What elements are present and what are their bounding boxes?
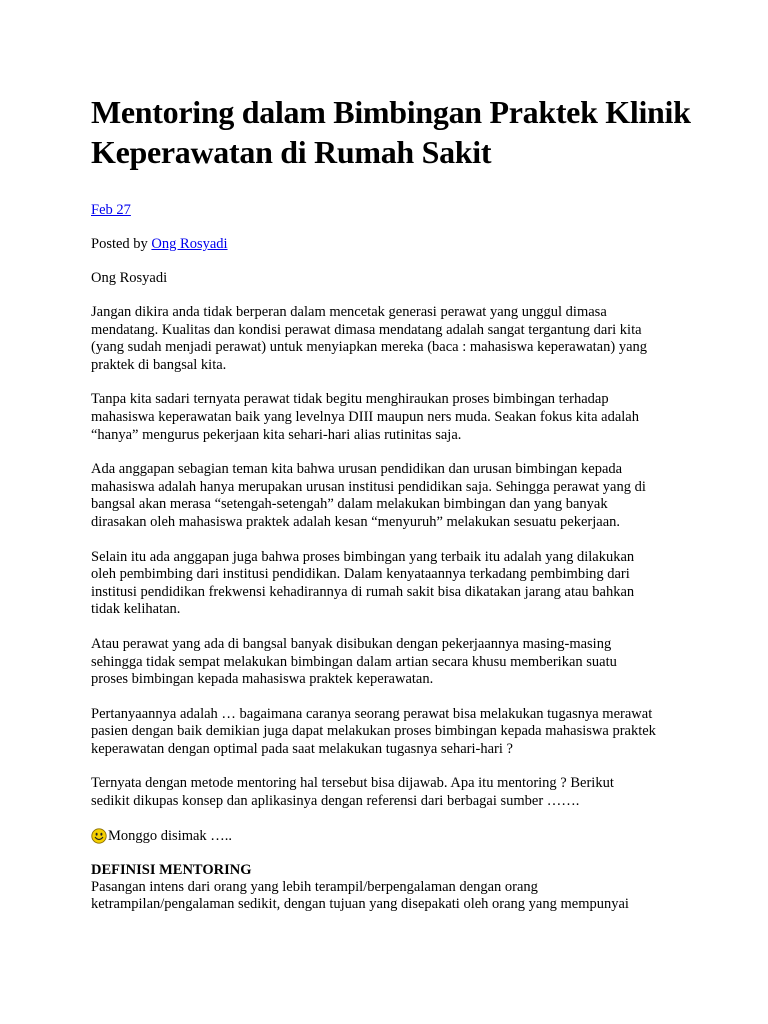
paragraph-line: praktek di bangsal kita. (91, 356, 227, 373)
author-name: Ong Rosyadi (91, 270, 168, 286)
section-heading: DEFINISI MENTORING (91, 861, 252, 878)
paragraph (91, 549, 691, 619)
post-date-link[interactable]: Feb 27 (91, 202, 131, 218)
paragraph-line: (yang sudah menjadi perawat) untuk menyiapkan mereka (baca : mahasiswa keperawatan) yang (91, 339, 648, 356)
paragraph-line: Tanpa kita sadari ternyata perawat tidak begitu menghiraukan proses bimbingan terhadap (91, 391, 609, 408)
paragraph-line: Ternyata dengan metode mentoring hal tersebut bisa dijawab. Apa itu mentoring ? Berikut (91, 775, 614, 792)
paragraph-line: sedikit dikupas konsep dan aplikasinya dengan referensi dari berbagai sumber ……. (91, 793, 580, 810)
definition-text (91, 879, 691, 914)
paragraph (91, 636, 691, 689)
paragraph-line: tidak kelihatan. (91, 601, 181, 618)
paragraph-line: dirasakan oleh mahasiswa praktek adalah kesan “menyuruh” melakukan sesuatu pekerjaan. (91, 513, 621, 530)
posted-by (91, 236, 691, 253)
paragraph (91, 775, 691, 810)
paragraph-line: pasien dengan baik demikian juga dapat melakukan proses bimbingan kepada mahasiswa praktek (91, 723, 656, 740)
post-date-container (91, 202, 691, 219)
paragraph-line: sehingga tidak sempat melakukan bimbingan dalam artian secara khusu memberikan suatu (91, 653, 617, 670)
article-body (91, 304, 691, 811)
paragraph-line: mahasiswa adalah hanya merupakan urusan institusi pendidikan saja. Sehingga perawat yang di (91, 478, 646, 495)
paragraph-line: bangsal akan merasa “setengah-setengah” dalam melakukan bimbingan dan yang banyak (91, 496, 608, 513)
paragraph-line: proses bimbingan kepada mahasiswa praktek keperawatan. (91, 671, 434, 688)
paragraph-line: mahasiswa keperawatan baik yang levelnya DIII maupun ners muda. Seakan fokus kita adalah (91, 408, 639, 425)
smiley-face-icon (91, 828, 107, 844)
paragraph (91, 391, 691, 444)
definition-line: Pasangan intens dari orang yang lebih terampil/berpengalaman dengan orang (91, 878, 538, 895)
smile-line (91, 828, 691, 845)
paragraph-line: institusi pendidikan frekwensi kehadirannya di rumah sakit bisa dikatakan jarang atau bahkan (91, 583, 635, 600)
article (91, 92, 691, 914)
paragraph-line: Pertanyaannya adalah … bagaimana caranya seorang perawat bisa melakukan tugasnya merawat (91, 705, 653, 722)
paragraph-line: oleh pembimbing dari institusi pendidikan. Dalam kenyataannya terkadang pembimbing dari (91, 566, 630, 583)
paragraph (91, 461, 691, 531)
paragraph-line: keperawatan dengan optimal pada saat melakukan tugasnya sehari-hari ? (91, 740, 513, 757)
posted-by-prefix: Posted by (91, 236, 152, 252)
paragraph-line: Atau perawat yang ada di bangsal banyak disibukan dengan pekerjaannya masing-masing (91, 635, 612, 652)
paragraph (91, 706, 691, 759)
paragraph-line: Jangan dikira anda tidak berperan dalam mencetak generasi perawat yang unggul dimasa (91, 304, 607, 320)
smile-text: Monggo disimak ….. (108, 827, 233, 844)
paragraph-line: Selain itu ada anggapan juga bahwa proses bimbingan yang terbaik itu adalah yang dilakukan (91, 548, 635, 565)
paragraph-line: mendatang. Kualitas dan kondisi perawat dimasa mendatang adalah sangat tergantung dari kita (91, 321, 642, 338)
paragraph-line: “hanya” mengurus pekerjaan kita sehari-hari alias rutinitas saja. (91, 426, 462, 443)
author-link[interactable]: Ong Rosyadi (151, 236, 228, 252)
paragraph (91, 304, 691, 374)
paragraph-line: Ada anggapan sebagian teman kita bahwa urusan pendidikan dan urusan bimbingan kepada (91, 461, 623, 478)
title-line-2: Keperawatan di Rumah Sakit (91, 134, 492, 170)
article-title (91, 92, 691, 172)
title-line-1: Mentoring dalam Bimbingan Praktek Klinik (91, 94, 691, 130)
definition-line: ketrampilan/pengalaman sedikit, dengan tujuan yang disepakati oleh orang yang mempunyai (91, 896, 629, 913)
